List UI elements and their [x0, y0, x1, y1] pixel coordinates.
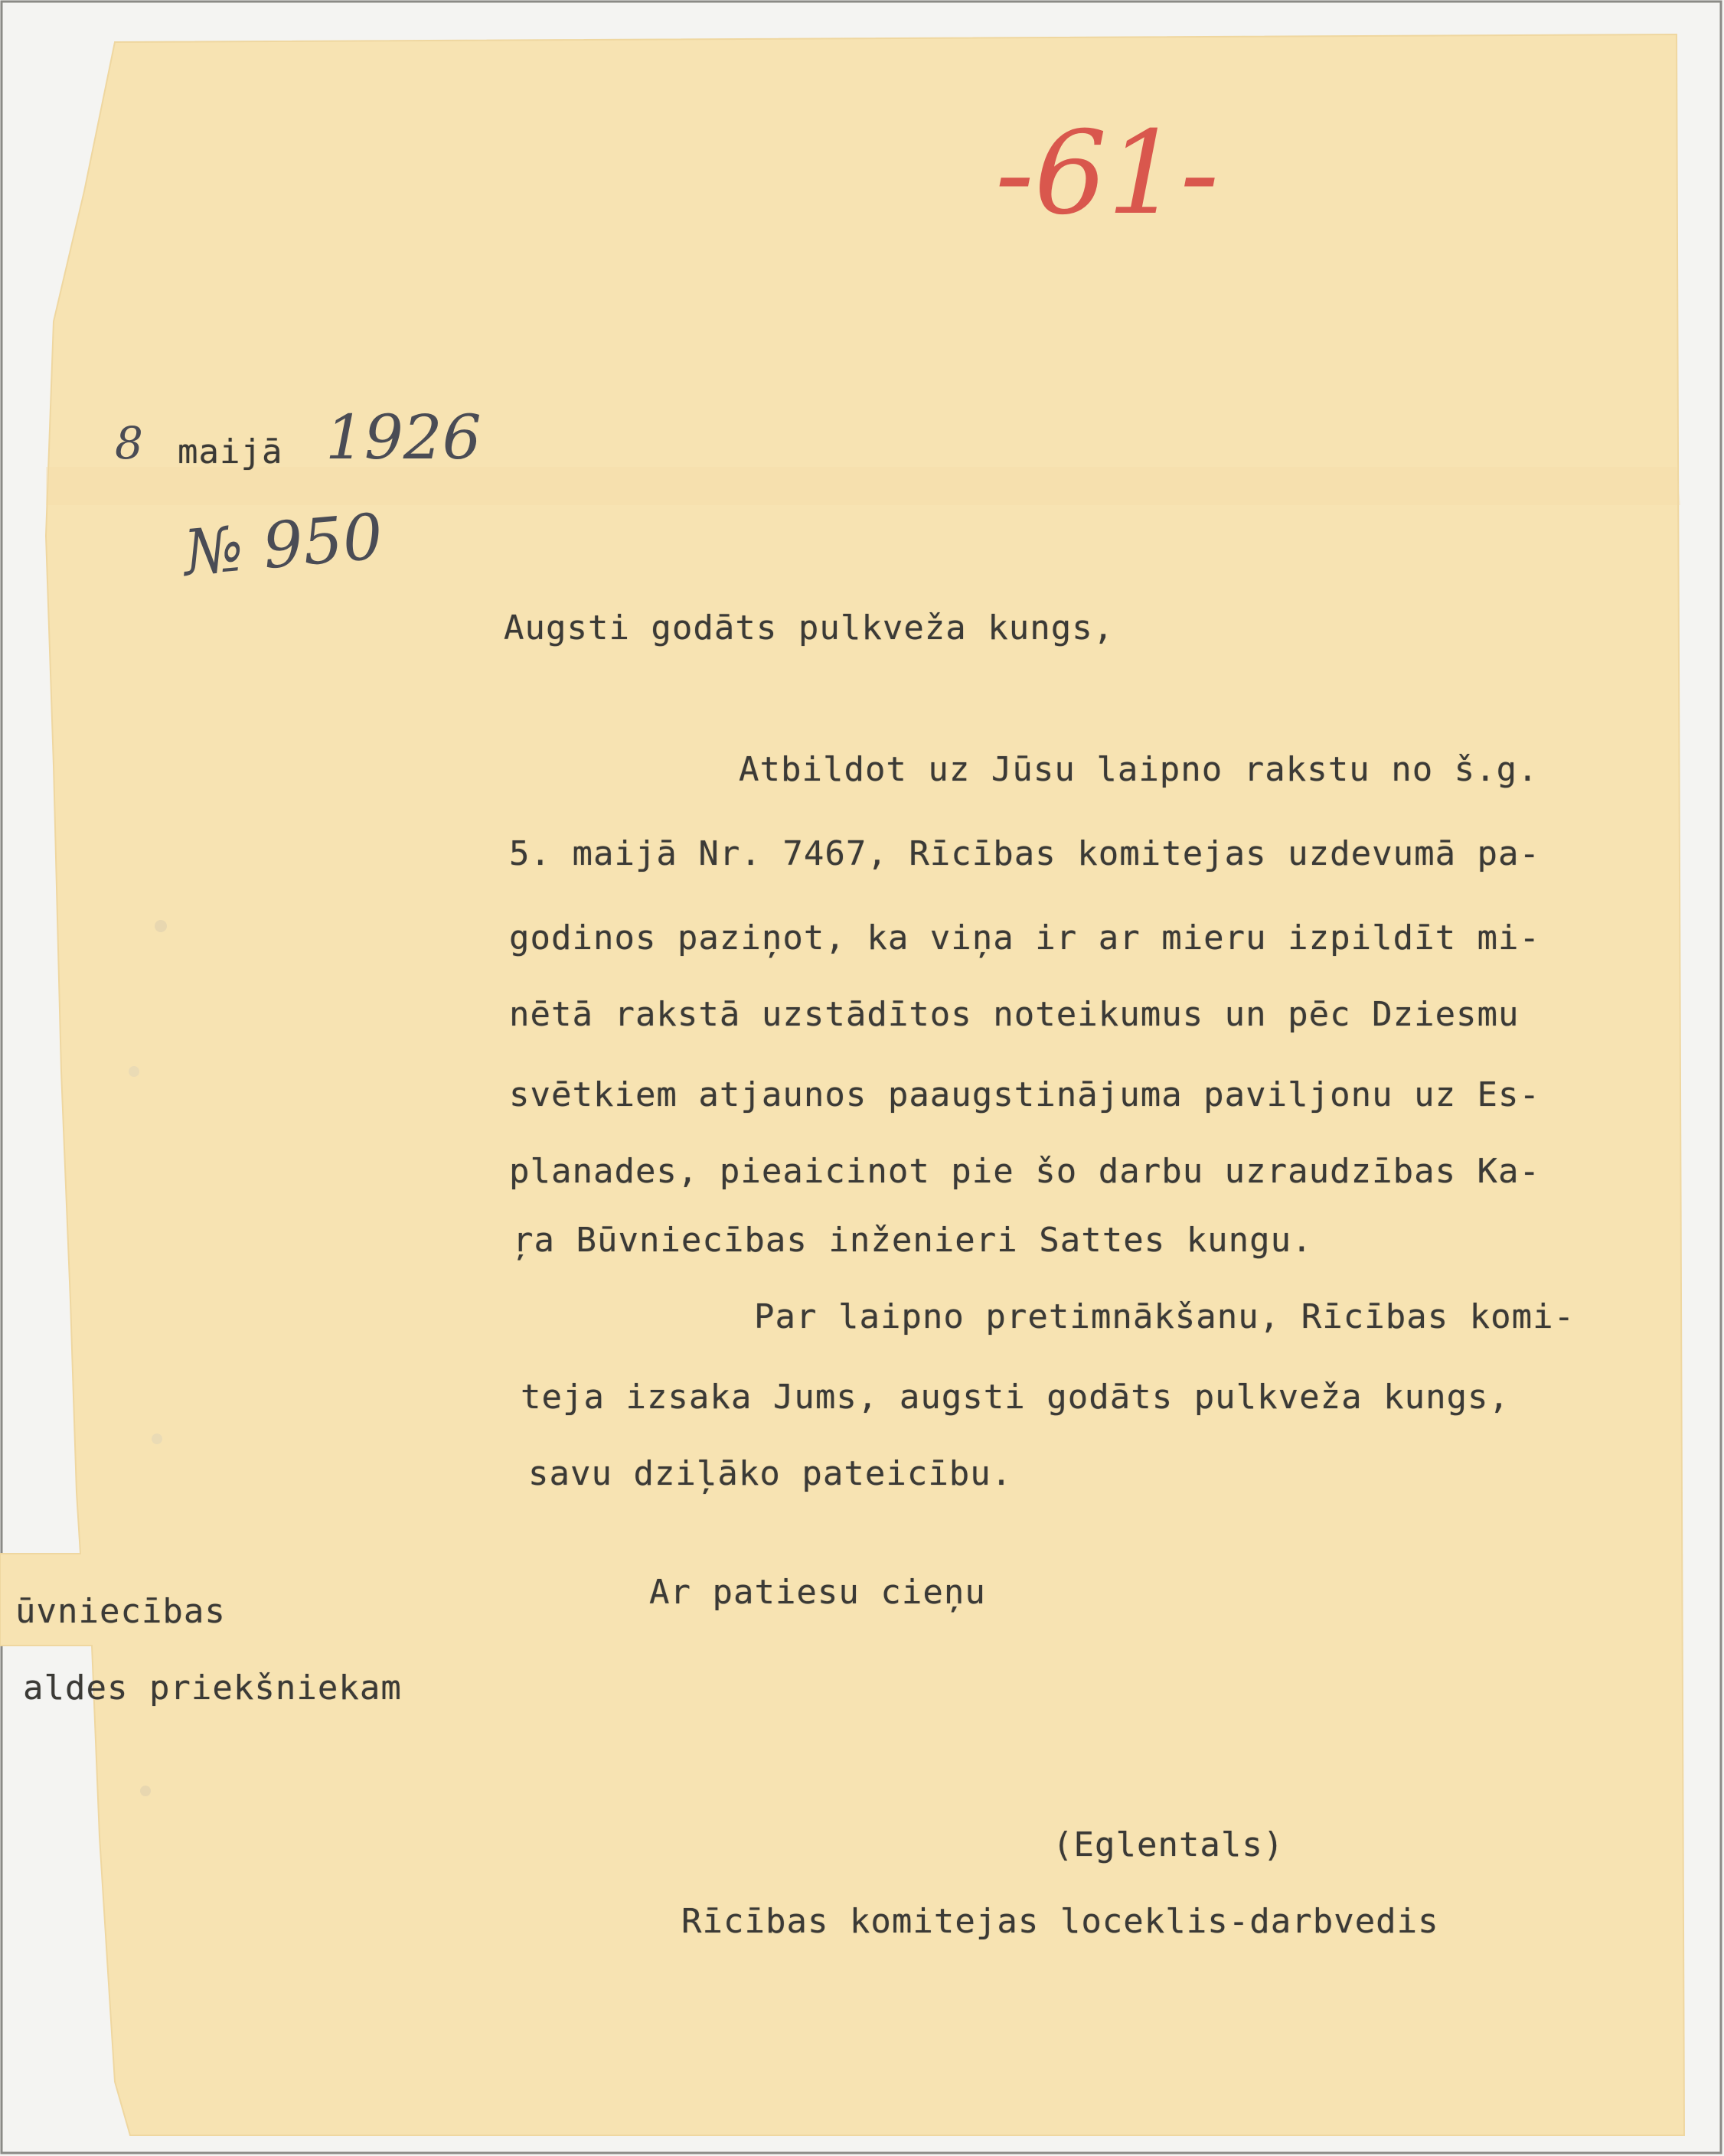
closing: Ar patiesu cieņu — [649, 1573, 986, 1612]
body-line: godinos paziņot, ka viņa ir ar mieru izpildīt mi- — [509, 918, 1541, 957]
signatory-title: Rīcības komitejas loceklis-darbvedis — [681, 1902, 1439, 1941]
binding-hole-mark — [140, 1786, 151, 1796]
date-day: 8 — [115, 417, 143, 469]
binding-hole-mark — [155, 920, 167, 932]
body-line: 5. maijā Nr. 7467, Rīcības komitejas uzdevumā pa- — [509, 834, 1541, 873]
body-line: savu dziļāko pateicību. — [528, 1454, 1013, 1493]
body-line: ŗa Būvniecības inženieri Sattes kungu. — [513, 1221, 1313, 1260]
paper-shadow-band — [46, 467, 1680, 505]
salutation: Augsti godāts pulkveža kungs, — [504, 608, 1115, 647]
signatory-name: (Eglentals) — [1053, 1825, 1285, 1864]
recipient-line: aldes priekšniekam — [23, 1668, 402, 1708]
folio-number: -61- — [995, 107, 1220, 240]
body-line: teja izsaka Jums, augsti godāts pulkveža kungs, — [521, 1378, 1510, 1417]
recipient-line: ūvniecības — [15, 1592, 226, 1631]
body-line: planades, pieaicinot pie šo darbu uzraudzības Ka- — [509, 1152, 1541, 1191]
date-month: maijā — [178, 432, 283, 471]
reference-number: № 950 — [181, 500, 386, 591]
binding-hole-mark — [152, 1434, 162, 1444]
body-line: nētā rakstā uzstādītos noteikumus un pēc Dziesmu — [509, 995, 1520, 1034]
body-line: Par laipno pretimnākšanu, Rīcības komi- — [754, 1297, 1575, 1336]
binding-hole-mark — [129, 1066, 139, 1077]
body-line: Atbildot uz Jūsu laipno rakstu no š.g. — [739, 750, 1539, 789]
body-line: svētkiem atjaunos paaugstinājuma paviljonu uz Es- — [509, 1075, 1541, 1114]
date-year: 1926 — [325, 402, 482, 473]
